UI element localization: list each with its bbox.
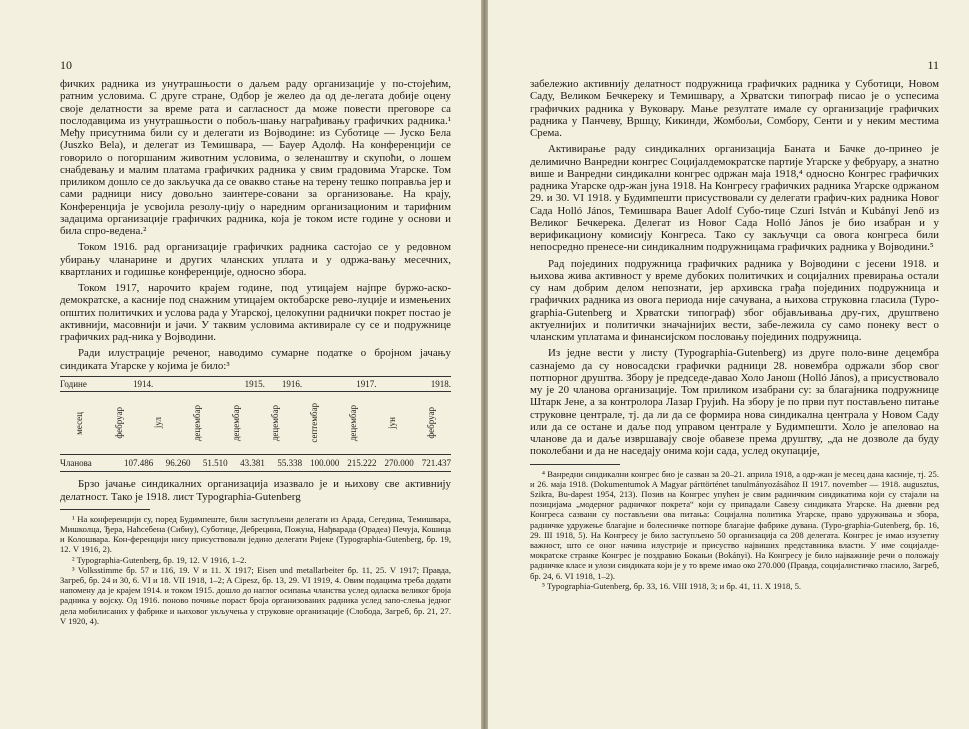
month-cell [138,392,177,454]
year-cell: 1917. [356,378,377,389]
member-count: 270.000 [384,458,414,468]
paragraph: забележио активнију делатност подружница графичких радника у Суботици, Новом Саду, Великом Бечкереку и Темишвару, а Хрватски типограф писао је о успесима графичких радника у Вуковару. Мање резултате имале су организације графичких радника у Панчеву, Вршцу, Кикинди, Жомбољи, Сомбору, Сенти и у неким местима Срема. [530,78,939,139]
left-page [0,0,481,729]
member-count: 107.486 [123,458,154,468]
left-page-text [60,78,451,626]
year-cell [153,378,190,390]
footnotes-left [60,514,451,626]
table-years-row [60,376,451,392]
member-count: 100.000 [310,458,340,468]
month-text: септембар [308,403,319,443]
right-page [488,0,969,729]
month-text: децембар [348,404,359,442]
month-cell [99,392,138,454]
month-text: децембар [269,404,280,442]
paragraph: Ради илустрације реченог, наводимо сумарне податке о бројном јачању синдиката Угарске у којима је било:³ [60,347,451,372]
year-cell: 1916. [281,378,303,389]
year-cell: 1918. [430,378,451,389]
month-text: јун [387,417,398,429]
members-label: Чланова [60,458,92,468]
footnote: ² Typographia-Gutenberg, бр. 19, 12. V 1916, 1–2. [72,554,247,565]
month-label-cell [60,392,99,454]
table-months-row [60,392,451,455]
member-count: 721.437 [421,458,451,468]
year-cell [302,378,339,390]
month-cell [216,392,255,454]
member-count: 51.510 [202,458,228,468]
month-cell [255,392,294,454]
page-number-left: 10 [60,58,72,72]
month-text: фебруар [426,407,437,439]
paragraph: Активирање раду синдикалних организација Баната и Бачке до-принео је делимично Ванредни конгрес Социјалдемократске партије Угарске у фебруару, а знатно више и Ванредни синдикални конгрес одржан маја 1918,⁴ односно Конгрес графичких радника Угарске одр-жан јуна 1918. На Конгресу графичких радника Угарске одржаном 29. и 30. VI 1918. у Будимпешти присуствовали су делегати графич-ких радника Новог Сада Holló János, Темишвара Bauer Adolf Субо-тице Czuri István и Kubányi Jenő из Великог Бечкерека. Делегат из Новог Сада Holló János је био изабран и у верификациону комисију Конгреса. Тако су закључци са овога конгреса били непосредно пренесе-ни синдикалним подружницама графичких радника у Војводини.⁵ [530,143,939,254]
year-cell [377,378,414,390]
paragraph: фичких радника из унутрашњости о даљем раду организације у по-стојећим, ратним условима. С друге стране, Одбор је желео да од де-легата добије оцену своје делатности за време рата и сагласност да може повести преговоре са послодавцима из унутрашњости о побољ-шању награђивању графичких радника.¹ Међу присутнима били су и делегати из Војводине: из Суботице — Јуско Бела (Juszko Bela), и делегат из Темишвара, — Бауер Адолф. На конференцији се говорило о погоршаним животним условима, о зеленаштву и скупоћи, о лошем снабдевању и малим платама графичких радника у свим градовима Угарске. Том приликом дошло се до закључка да се овакво стање на терену тешко поправља јер и сами радници нису довољно заинтере-совани за организовање. На крају, Конференција је усвојила резолу-цију о наредним организационим и тарифним задацима организације графичких радника, која је током исте године у основи и била спро-ведена.² [60,78,451,237]
footnotes-right [530,469,939,591]
footnote: ⁵ Typographia-Gutenberg, бр. 33, 16. VIII 1918, 3; и бр. 41, 11. X 1918, 5. [542,580,802,591]
footnote: ⁴ Ванредни синдикални конгрес био је сазван за 20–21. априла 1918, а одр-жан је месец дана касније, тј. 25. и 26. маја 1918. (Dokumentumok A Magyar párttörténet tanulmányozásához II 1917. november — 1918. augusztus, Szikra, Bu-dapest 1954, 213). Позив на Конгрес упућен је свим радничким синдикатима који су стајали на позицијама „модерног радничког покрета“ који су припадали Савезу синдиката Угарске. На дневни ред Конгреса сазвани су постављени ова питања: Социјална политика Угарске, право удруживања и збора, радничке удружење благајне и болесничке потпоре благајне фабрике дувана. (Typo-graphia-Gutenberg, бр. 16, 29. III 1918, 5). На Конгресу је било заступљено 50 организација са 208 делегата. Конгрес је имао изузетну важност, што се оног начина илустрије и присуство највиших представника власти. У име социјалде-мократске странке Конгрес је поздравио Бокањи (Bokányi). На Конгресу је било најважније речи о положају радничке класе и улози синдиката који је у то време имао око 270.000 (Правда, социјалистичко гласило, Загреб, бр. 24, 6. VI 1918, 1–2). [530,468,939,581]
page-number-right: 11 [927,58,939,72]
footnote-rule [60,509,150,510]
month-text: децембар [230,404,241,442]
year-cell [190,378,227,390]
paragraph: Током 1916. рад организације графичких радника састојао се у редовном убирању чланарине и других чланских уплата и у одржа-вању месечних, квартланих и годишње конференције, односно збора. [60,241,451,278]
member-count: 43.381 [240,458,265,468]
member-count: 215.222 [347,458,377,468]
month-text: фебруар [113,407,124,439]
month-label: месец [74,411,85,435]
table-members-row [60,455,451,472]
month-cell [295,392,334,454]
union-membership-table [60,376,451,473]
footnote: ¹ На конференцији су, поред Будимпеште, били заступљени делегати из Арада, Сегедина, Темишвара, Мишколца, Ђера, Наћсебена (Сибиу), Суботице, Дебрецина, Пожуна, Нађварада (Орадеа) Печуја, Кошица и Колошвара. Кон-ференцији нису присуствовали једино делегати Ријеке (Typographia-Gutenberg, бр. 19, 12. V 1916, 2). [60,513,451,555]
right-page-text [530,78,939,591]
month-text: децембар [191,404,202,442]
paragraph: Током 1917, нарочито крајем године, под утицајем најпре буржо-аско-демократске, а касније под снажним утицајем октобарске рево-луције и измењених општих политичких и услова рада у Угарској, целокупни раднички покрет постао је активнији, масовнији и јачи. У таквим условима активирале су се и подружнице графичких рад-ника у Војводини. [60,282,451,343]
book-gutter [481,0,488,729]
month-cell [177,392,216,454]
footnote-rule [530,464,620,465]
year-cell: 1914. [132,378,154,389]
footnote: ³ Volksstimme бр. 57 и 116, 19. V и 11. X 1917; Eisen und metallarbeiter бр. 11, 25. V 1917; Правда, Загреб, бр. 24 и 30, 6. VI и 18. VII 1918, 1–2; A Cipesz, бр. 13, 29. VI 1919, 4. Овим подацима треба додати напомену да је крајем 1914. и током 1915. дошло до наглог осипања чланства услед одласка великог броја радника у војску. Од 1916. поново почиње пораст броја организованих радника услед запо-слења једног дела мобилисаних у фабрике и њиховог укључења у струковне организације (Слобода, Загреб, бр. 21, 27. V 1920, 4). [60,564,451,626]
member-count: 55.338 [277,458,303,468]
paragraph: Из једне вести у листу (Typographia-Gutenberg) из друге поло-вине децембра сазнајемо да су новосадски графички радници 28. новембра одржали збор свог потпорног друштва. Збору је председе-давао Холо Јанош (Holló János), а присуствовало му је 20 чланова организације. Том приликом изабрани су: за благајника подружнице Штарк Јене, а за контролора Лазар Грујић. На збору је по први пут постављено питање струковне централе, тј. да ли да се формира нова синдикална централа у Новом Саду или да се остане и даље под управом централе у Будимпешти. Холо је апеловао на чланове да и даље извршавају своје обавезе према друштву, „да не дозволе да буду поколебани и да не наседају онима који сада, услед окупације, [530,347,939,458]
paragraph: Брзо јачање синдикалних организација изазвало је и њихову све активнију делатност. Тако је 1918. лист Typographia-Gutenberg [60,478,451,503]
month-cell [412,392,451,454]
month-text: јул [152,417,163,429]
month-cell [334,392,373,454]
month-cell [373,392,412,454]
member-count: 96.260 [165,458,191,468]
paragraph: Рад појединих подружница графичких радника у Војводини с јесени 1918. и њихова жива активност у време дубоких политичких и социјалних превирања остали су нам добрим делом непознати, јер архивска грађа појединих подружница и графичких радника из овога периода није сачувана, а њихова струковна гласила (Typo-graphia-Gutenberg и Хрватски типограф) због објављивања дру-гих, друштвено актуелнијих и политички значајнијих вести, забе-лежила су само понеку вест о чланским уплатама и финансијском пословању појединих подружница. [530,257,939,343]
year-cell: 1915. [244,378,265,389]
years-label: Године [60,378,87,389]
